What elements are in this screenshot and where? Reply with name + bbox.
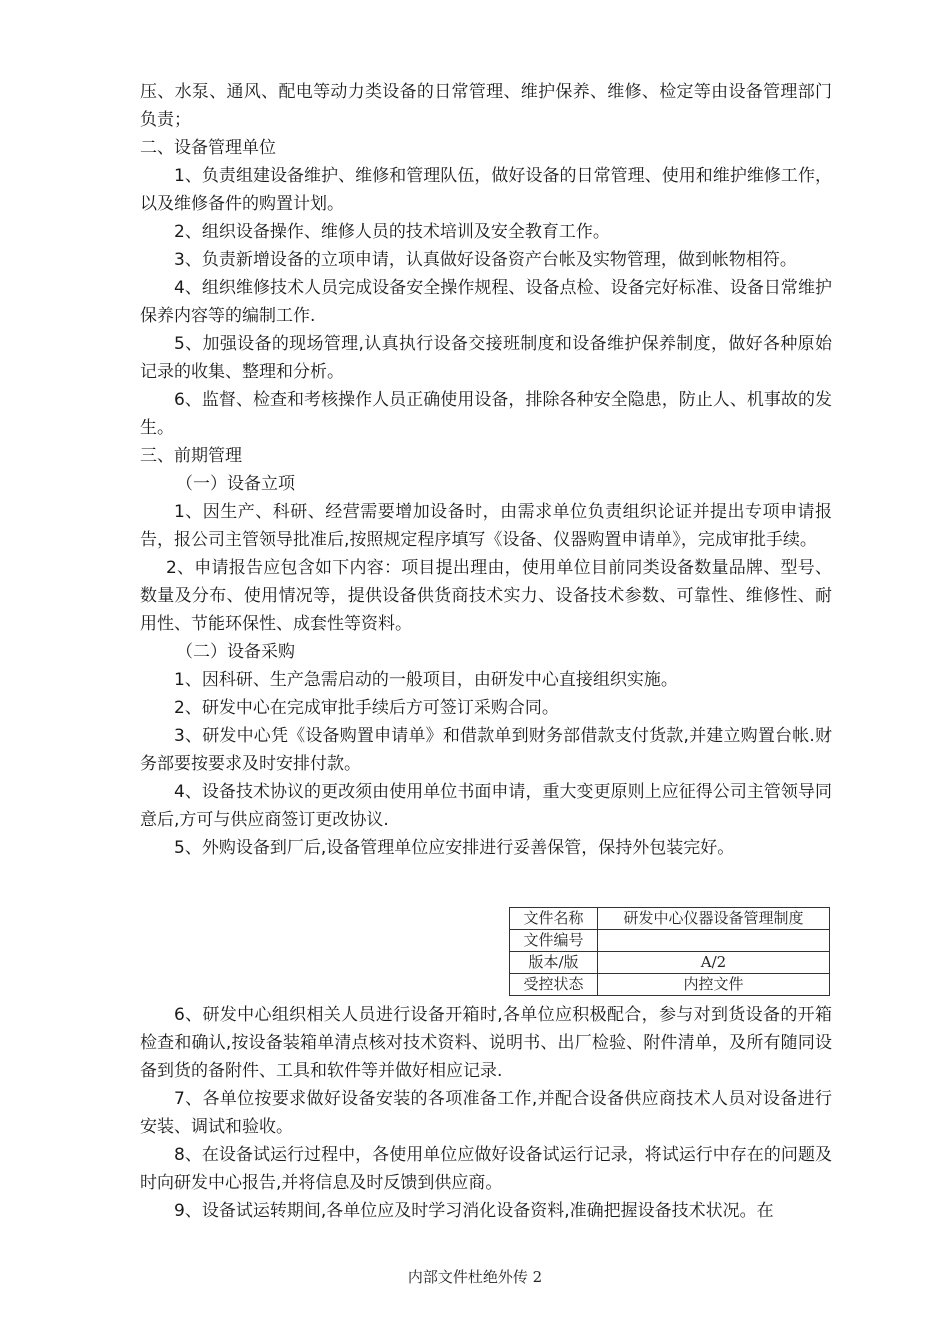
table-key-cell: 文件编号 [510,930,598,952]
table-key-cell: 受控状态 [510,974,598,996]
list-item: 2、申请报告应包含如下内容：项目提出理由，使用单位目前同类设备数量品牌、型号、数量及分布、使用情况等，提供设备供货商技术实力、设备技术参数、可靠性、维修性、耐用性、节能环保性、成套性等资料。 [140,558,832,634]
table-row [510,908,830,930]
list-item: 1、因生产、科研、经营需要增加设备时，由需求单位负责组织论证并提出专项申请报告，报公司主管领导批准后,按照规定程序填写《设备、仪器购置申请单》，完成审批手续。 [140,502,832,550]
heading-preliminary-management: 三、前期管理 [140,446,242,466]
list-item: 9、设备试运转期间,各单位应及时学习消化设备资料,准确把握设备技术状况。在 [174,1201,774,1221]
list-item: 1、因科研、生产急需启动的一般项目，由研发中心直接组织实施。 [174,670,678,690]
table-value-cell: A/2 [598,952,830,974]
list-item: 2、组织设备操作、维修人员的技术培训及安全教育工作。 [174,222,610,242]
document-body-top [140,78,832,862]
list-item: 3、负责新增设备的立项申请，认真做好设备资产台帐及实物管理，做到帐物相符。 [174,250,797,270]
table-value-cell: 研发中心仪器设备管理制度 [598,908,830,930]
table-value-cell [598,930,830,952]
document-body-bottom [140,1001,832,1225]
list-item: 4、组织维修技术人员完成设备安全操作规程、设备点检、设备完好标准、设备日常维护保养内容等的编制工作. [140,278,832,326]
table-row [510,930,830,952]
subheading-procurement: （二）设备采购 [176,642,295,662]
list-item: 6、研发中心组织相关人员进行设备开箱时,各单位应积极配合，参与对到货设备的开箱检查和确认,按设备装箱单清点核对技术资料、说明书、出厂检验、附件清单，及所有随同设备到货的备附件、工具和软件等并做好相应记录. [140,1005,832,1081]
list-item: 1、负责组建设备维护、维修和管理队伍，做好设备的日常管理、使用和维护维修工作，以及维修备件的购置计划。 [140,166,832,214]
heading-equipment-management-unit: 二、设备管理单位 [140,138,276,158]
list-item: 5、加强设备的现场管理,认真执行设备交接班制度和设备维护保养制度，做好各种原始记录的收集、整理和分析。 [140,334,832,382]
subheading-project-approval: （一）设备立项 [176,474,295,494]
table-key-cell: 版本/版 [510,952,598,974]
document-info-table [509,907,830,996]
table-value-cell: 内控文件 [598,974,830,996]
list-item: 2、研发中心在完成审批手续后方可签订采购合同。 [174,698,559,718]
list-item: 3、研发中心凭《设备购置申请单》和借款单到财务部借款支付货款,并建立购置台帐.财务部要按要求及时安排付款。 [140,726,832,774]
list-item: 7、各单位按要求做好设备安装的各项准备工作,并配合设备供应商技术人员对设备进行安装、调试和验收。 [140,1089,832,1137]
table-row [510,974,830,996]
paragraph-intro: 压、水泵、通风、配电等动力类设备的日常管理、维护保养、维修、检定等由设备管理部门负责； [140,82,832,130]
page-footer: 内部文件杜绝外传 2 [407,1268,543,1286]
list-item: 6、监督、检查和考核操作人员正确使用设备，排除各种安全隐患，防止人、机事故的发生。 [140,390,832,438]
table-row [510,952,830,974]
list-item: 5、外购设备到厂后,设备管理单位应安排进行妥善保管，保持外包装完好。 [174,838,735,858]
list-item: 4、设备技术协议的更改须由使用单位书面申请，重大变更原则上应征得公司主管领导同意后,方可与供应商签订更改协议. [140,782,832,830]
list-item: 8、在设备试运行过程中，各使用单位应做好设备试运行记录，将试运行中存在的问题及时向研发中心报告,并将信息及时反馈到供应商。 [140,1145,832,1193]
table-key-cell: 文件名称 [510,908,598,930]
